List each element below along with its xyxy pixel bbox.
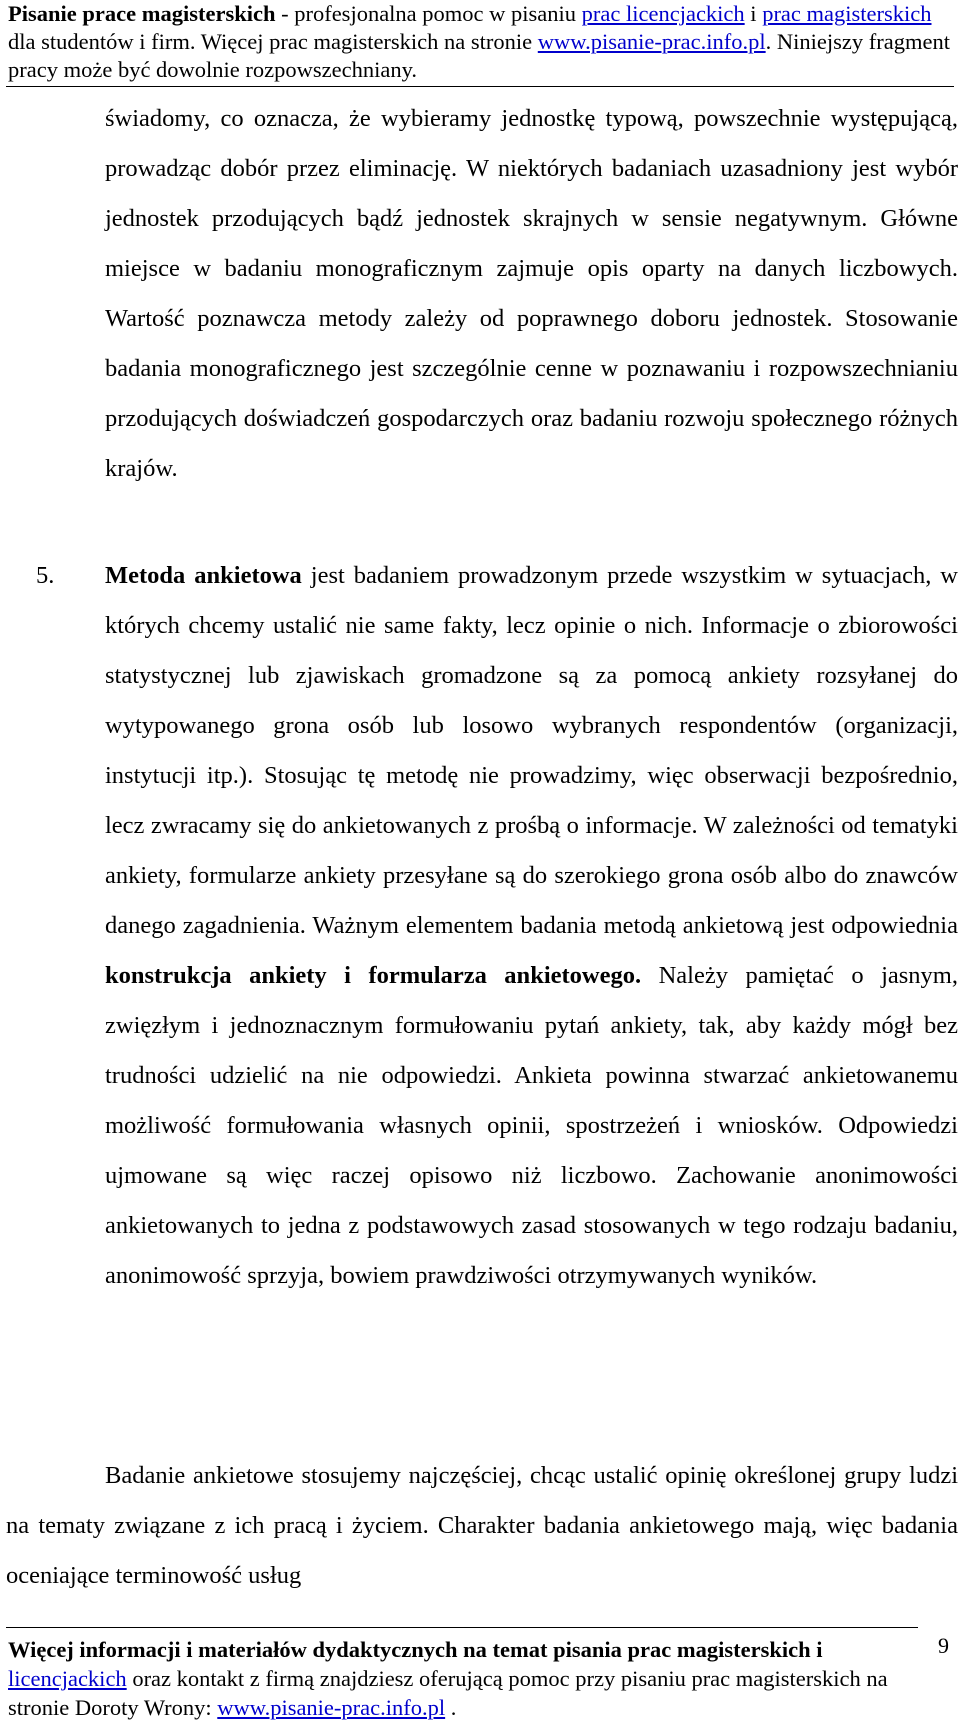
header-title: Pisanie prace magisterskich: [8, 1, 276, 26]
link-website[interactable]: www.pisanie-prac.info.pl: [537, 29, 766, 54]
paragraph-text: Badanie ankietowe stosujemy najczęściej, chcąc ustalić opinię określonej grupy ludzi na tematy związane z ich pracą i życiem. Charakter badania ankietowego mają, więc badania oceniające terminowość usług: [6, 1462, 958, 1589]
bold-term: Metoda ankietowa: [105, 562, 302, 589]
link-prace-licencjackie[interactable]: prac licencjackich: [581, 1, 745, 26]
bold-phrase: konstrukcja ankiety i formularza ankietowego.: [105, 962, 642, 989]
list-text: jest badaniem prowadzonym przede wszystkim w sytuacjach, w których chcemy ustalić nie same fakty, lecz opinie o nich. Informacje o zbiorowości statystycznej lub zjawiskach gromadzone są za pomocą ankiety rozsyłanej do wytypowanego grona osób lub losowo wybranych respondentów (organizacji, instytucji itp.). Stosując tę metodę nie prowadzimy, więc obserwacji bezpośrednio, lecz zwracamy się do ankietowanych z prośbą o informacje. W zależności od tematyki ankiety, formularze ankiety przesyłane są do szerokiego grona osób albo do znawców danego zagadnienia. Ważnym elementem badania metodą ankietową jest odpowiednia: [105, 562, 958, 939]
list-number: 5.: [36, 562, 55, 589]
header-text: - profesjonalna pomoc w pisaniu: [275, 1, 582, 26]
paragraph-ankieta: [6, 1451, 958, 1601]
link-website-footer[interactable]: www.pisanie-prac.info.pl: [217, 1695, 446, 1720]
header-text: i: [744, 1, 763, 26]
page-header: [8, 0, 952, 84]
header-text: dla studentów i firm. Więcej prac magisterskich na stronie: [8, 29, 538, 54]
footer-text: oraz kontakt z firmą znajdziesz oferującą pomoc przy pisaniu prac magisterskich na stronie Doroty Wrony:: [8, 1666, 888, 1720]
header-text: . Niniejszy fragment pracy może być dowolnie rozpowszechniany.: [8, 29, 950, 82]
page-footer: [8, 1635, 908, 1722]
page-number: 9: [938, 1633, 949, 1658]
footer-text: .: [445, 1695, 457, 1720]
footer-bold-text: Więcej informacji i materiałów dydaktycznych na temat pisania prac magisterskich i: [8, 1637, 823, 1662]
footer-divider: [6, 1627, 918, 1628]
paragraph-continuation: świadomy, co oznacza, że wybieramy jednostkę typową, powszechnie występującą, prowadząc dobór przez eliminację. W niektórych badaniach uzasadniony jest wybór jednostek przodujących bądź jednostek skrajnych w sensie negatywnym. Główne miejsce w badaniu monograficznym zajmuje opis oparty na danych liczbowych. Wartość poznawcza metody zależy od poprawnego doboru jednostek. Stosowanie badania monograficznego jest szczególnie cenne w poznawaniu i rozpowszechnianiu przodujących doświadczeń gospodarczych oraz badaniu rozwoju społecznego różnych krajów.: [105, 105, 958, 482]
link-prace-magisterskie[interactable]: prac magisterskich: [762, 1, 932, 26]
link-licencjackie[interactable]: licencjackich: [8, 1666, 127, 1691]
list-text: Należy pamiętać o jasnym, zwięzłym i jednoznacznym formułowaniu pytań ankiety, tak, aby każdy mógł bez trudności udzielić na nie odpowiedzi. Ankieta powinna stwarzać ankietowanemu możliwość formułowania własnych opinii, spostrzeżeń i wniosków. Odpowiedzi ujmowane są więc raczej opisowo niż liczbowo. Zachowanie anonimowości ankietowanych to jedna z podstawowych zasad stosowanych w tego rodzaju badaniu, anonimowość sprzyja, bowiem prawdziwości otrzymywanych wyników.: [105, 962, 958, 1289]
header-divider: [6, 86, 954, 87]
list-item-text: [105, 551, 958, 1301]
